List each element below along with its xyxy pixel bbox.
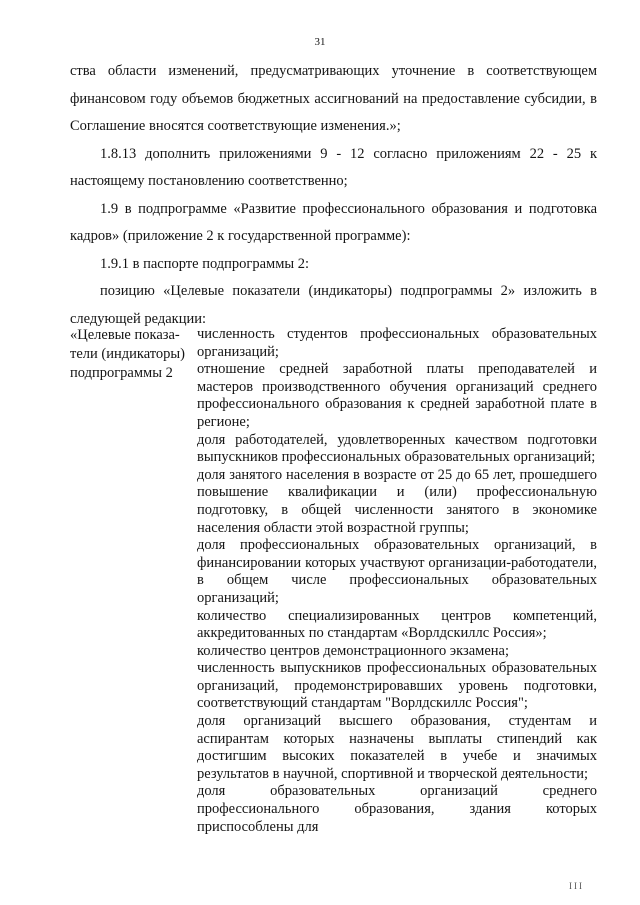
table-row — [70, 326, 597, 836]
indicator-list — [197, 326, 597, 836]
list-item: количество центров демонстрационного экзамена; — [197, 642, 509, 659]
passport-table — [70, 326, 597, 836]
list-item: доля работодателей, удовлетворенных качеством подготовки выпускников профессиональных образовательных организаций; — [197, 431, 597, 466]
paragraph-1-9: 1.9 в подпрограмме «Развитие профессионального образования и подготовка кадров» (приложение 2 к государственной программе): — [70, 200, 597, 244]
row-label — [70, 326, 197, 836]
row-label-line: подпрограммы 2 — [70, 365, 173, 381]
list-item: численность студентов профессиональных образовательных организаций; — [197, 326, 597, 360]
paragraph-1-9-1: 1.9.1 в паспорте подпрограммы 2: — [100, 255, 310, 272]
list-item: доля занятого населения в возрасте от 25 до 65 лет, прошедшего повышение квалификации и (или) профессиональную подготовку, в общей численности занятого в экономике населения области этой возрастной группы; — [197, 466, 597, 536]
paragraph-1-8-13: 1.8.13 дополнить приложениями 9 - 12 согласно приложениям 22 - 25 к настоящему постановлению соответственно; — [70, 145, 597, 189]
list-item: доля организаций высшего образования, студентам и аспирантам которых назначены выплаты стипендий как достигшим высоких показателей в учебе и значимых результатов в научной, спортивной и творческой деятельности; — [197, 713, 597, 782]
row-label-line: тели (индикаторы) — [70, 346, 185, 362]
paragraph-continuation: ства области изменений, предусматривающих уточнение в соответствующем финансовом году объемов бюджетных ассигнований на предоставление субсидии, в Соглашение вносятся соответствующие изменения.»; — [70, 63, 597, 134]
list-item: количество специализированных центров компетенций, аккредитованных по стандартам «Ворлдскиллс Россия»; — [197, 607, 597, 642]
list-item: доля образовательных организаций среднего профессионального образования, здания которых приспособлены для — [197, 783, 597, 835]
list-item: отношение средней заработной платы преподавателей и мастеров производственного обучения организаций среднего профессионального образования к средней заработной плате в регионе; — [197, 361, 597, 430]
list-item: численность выпускников профессиональных образовательных организаций, продемонстрировавших уровень подготовки, соответствующий стандартам "Ворлдскиллс Россия"; — [197, 660, 597, 712]
row-label-line: «Целевые показа- — [70, 327, 180, 343]
paragraph-position: позицию «Целевые показатели (индикаторы) подпрограммы 2» изложить в следующей редакции: — [70, 283, 597, 327]
document-body — [70, 58, 597, 333]
list-item: доля профессиональных образовательных организаций, в финансировании которых участвуют организации-работодатели, в общем числе профессиональных образовательных организаций; — [197, 537, 597, 606]
footer-mark: III — [569, 881, 584, 891]
page-number: 31 — [314, 36, 326, 48]
